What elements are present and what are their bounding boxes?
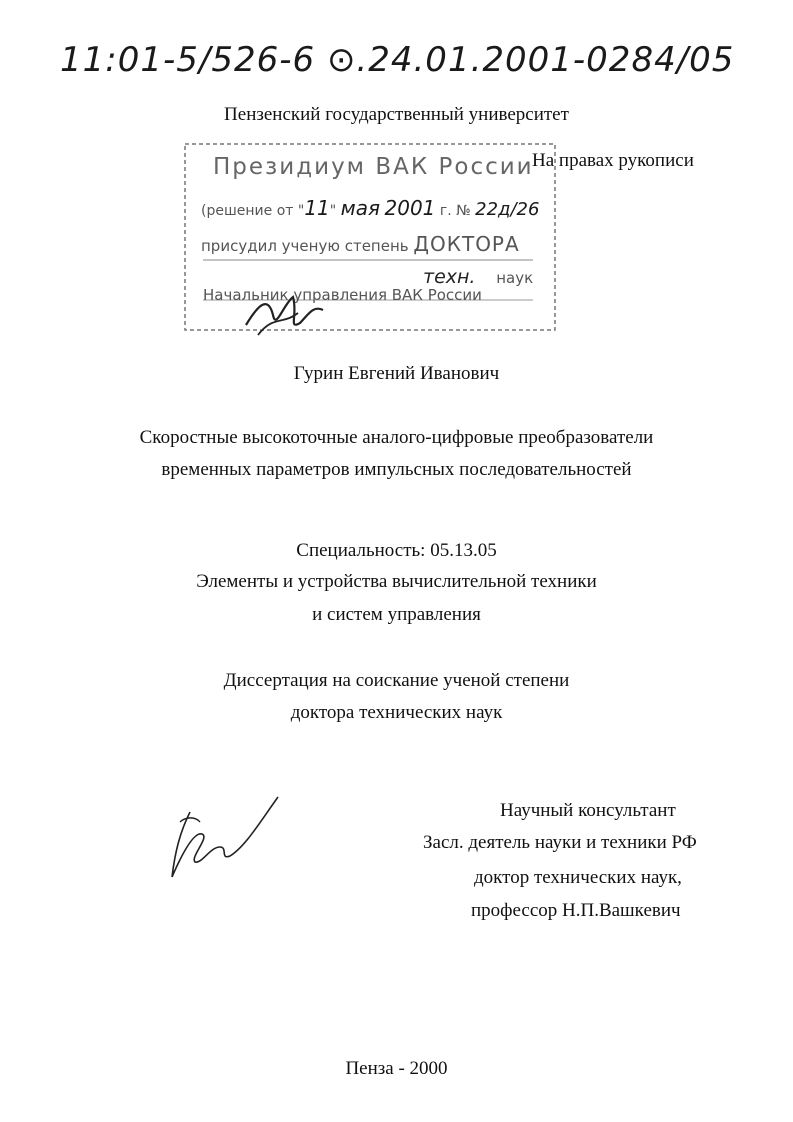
- consultant-title: Научный консультант: [500, 800, 676, 821]
- dissertation-degree-line2: доктора технических наук: [290, 702, 503, 723]
- stamp-decision-mid: ": [329, 203, 337, 219]
- consultant-signature-icon: [150, 792, 290, 892]
- consultant-name: профессор Н.П.Вашкевич: [471, 900, 681, 921]
- stamp-line-decision: [201, 196, 539, 220]
- dissertation-title-line2: временных параметров импульсных последовательностей: [161, 459, 632, 480]
- university-name: Пензенский государственный университет: [224, 104, 569, 125]
- stamp-line-degree: [201, 232, 520, 256]
- stamp-field-suffix: наук: [496, 269, 534, 287]
- stamp-day: 11: [304, 196, 330, 220]
- consultant-degree: доктор технических наук,: [474, 867, 682, 888]
- stamp-year: 2001: [384, 196, 436, 220]
- city-year: Пенза - 2000: [345, 1058, 448, 1079]
- stamp-number: 22д/26: [475, 199, 540, 220]
- stamp-line-field: [423, 266, 533, 288]
- author-name: Гурин Евгений Иванович: [293, 363, 500, 384]
- stamp-degree-prefix: присудил ученую степень: [201, 237, 409, 255]
- consultant-honor: Засл. деятель науки и техники РФ: [423, 832, 697, 853]
- manuscript-rights: На правах рукописи: [532, 150, 694, 171]
- stamp-degree-value: ДОКТОРА: [413, 232, 520, 256]
- stamp-line-presidium: Президиум ВАК России: [213, 154, 534, 180]
- stamp-decision-prefix: (решение от ": [201, 203, 305, 219]
- stamp-signature-icon: [238, 285, 328, 345]
- handwritten-archive-number: 11:01-5/526-6 ⊙.24.01.2001-0284/05: [60, 40, 735, 80]
- dissertation-degree-line1: Диссертация на соискание ученой степени: [223, 670, 570, 691]
- dissertation-title-line1: Скоростные высокоточные аналого-цифровые преобразователи: [139, 427, 654, 448]
- stamp-num-label: г. №: [439, 203, 471, 219]
- specialty-code: Специальность: 05.13.05: [296, 540, 497, 561]
- specialty-line2: Элементы и устройства вычислительной техники: [196, 571, 597, 592]
- specialty-line3: и систем управления: [312, 604, 481, 625]
- stamp-line-head: Начальник управления ВАК России: [203, 286, 482, 304]
- stamp-field: техн.: [423, 266, 476, 288]
- stamp-month: мая: [340, 196, 381, 220]
